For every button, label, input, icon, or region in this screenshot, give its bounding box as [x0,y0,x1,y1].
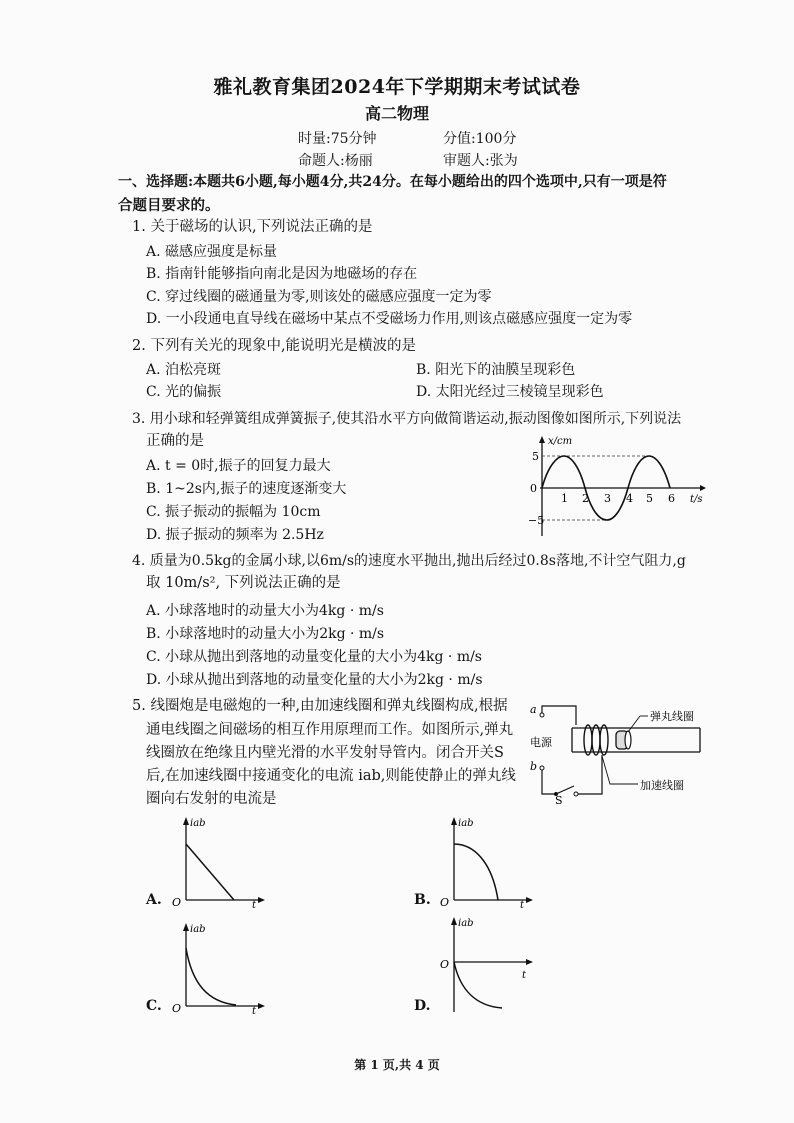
q4-option-a: A. 小球落地时的动量大小为4kg · m/s [146,603,384,619]
q5-graph-c [170,918,270,1014]
q5c-x-arrow-icon [258,1003,265,1009]
q5a-x-arrow-icon [258,897,265,903]
q5d-origin-label: O [440,958,450,971]
q3-xtick: 2 [582,492,589,505]
q5b-y-label: iab [458,818,474,829]
q4-option-d: D. 小球从抛出到落地的动量变化量的大小为2kg · m/s [146,672,483,688]
q5b-origin-label: O [440,896,450,908]
q3-y-label: x/cm [548,436,573,447]
exam-time: 时量:75分钟 [298,131,377,147]
q5c-y-arrow-icon [183,923,189,931]
q5-option-a-label: A. [146,892,162,908]
q4-stem-line-2: 取 10m/s², 下列说法正确的是 [146,575,341,591]
q4-option-c: C. 小球从抛出到落地的动量变化量的大小为4kg · m/s [146,649,482,665]
q5-stem-line-4: 后,在加速线圈中接通变化的电流 iab,则能使静止的弹丸线 [146,768,516,784]
subject-title: 高二物理 [364,104,429,123]
q3-y-arrow-icon [539,436,545,443]
exam-author: 命题人:杨丽 [298,153,373,169]
q5-stem-line-3: 线圈放在绝缘且内壁光滑的水平发射导管内。闭合开关S [146,745,504,761]
q5-label-source: 电源 [530,736,552,749]
q5d-x-arrow-icon [526,959,533,965]
q5b-y-arrow-icon [451,817,457,825]
q1-option-b: B. 指南针能够指向南北是因为地磁场的存在 [146,266,418,282]
q5d-y-label: iab [458,918,474,929]
q5-option-d-label: D. [414,998,431,1014]
q5-stem-line-1: 5. 线圈炮是电磁炮的一种,由加速线圈和弹丸线圈构成,根据 [132,698,508,714]
q3-x-arrow-icon [700,485,706,491]
q2-option-c: C. 光的偏振 [146,384,222,400]
q3-option-c: C. 振子振动的振幅为 10cm [146,504,321,520]
q5-label-a: a [530,703,537,716]
q5-wire-top [542,706,576,725]
q3-option-d: D. 振子振动的频率为 2.5Hz [146,527,324,543]
q5a-curve [186,844,234,900]
q5-accel-coil-loop [592,725,600,755]
section-1-line-1: 一、选择题:本题共6小题,每小题4分,共24分。在每小题给出的四个选项中,只有一项是符 [118,174,667,190]
q5-label-projectile-coil: 弹丸线圈 [650,710,694,723]
q1-stem: 1. 关于磁场的认识,下列说法正确的是 [132,219,373,235]
q5-leader-projectile [628,716,640,732]
exam-reviewer: 审题人:张为 [443,153,518,169]
q3-ytick-pos: 5 [532,450,539,463]
q5c-y-label: iab [190,924,206,935]
q5-terminal-b [540,766,544,770]
q5-wire-return [576,755,602,794]
q3-vibration-graph [528,432,708,542]
q5-accel-coil-loop [584,725,592,755]
q5-accel-coil-loop [600,725,608,755]
q2-option-a: A. 泊松亮斑 [146,362,222,378]
q5b-curve [454,844,498,900]
exam-title: 雅礼教育集团2024年下学期期末考试试卷 [213,76,581,98]
q1-option-d: D. 一小段通电直导线在磁场中某点不受磁场力作用,则该点磁感应强度一定为零 [146,311,633,327]
q5-stem-line-2: 通电线圈之间磁场的相互作用原理而工作。如图所示,弹丸 [146,722,514,738]
q5-graph-b [438,812,538,908]
q5b-x-arrow-icon [526,897,533,903]
q5-graph-a [170,812,270,908]
q5-option-c-label: C. [146,998,162,1014]
q5-coilgun-diagram [530,700,730,805]
q5d-x-label: t [522,970,527,981]
q5-stem-line-5: 圈向右发射的电流是 [146,791,277,807]
q2-stem: 2. 下列有关光的现象中,能说明光是横波的是 [132,338,417,354]
q5a-origin-label: O [172,896,182,908]
q3-xtick: 3 [604,492,611,505]
q5a-y-arrow-icon [183,817,189,825]
q3-stem-line-2: 正确的是 [146,433,204,449]
page-footer: 第 1 页,共 4 页 [354,1058,440,1072]
q5-projectile-coil-face [625,731,631,749]
q3-xtick: 1 [561,492,568,505]
q5a-y-label: iab [190,818,206,829]
q5-switch-blade [556,786,574,794]
q4-stem-line-1: 4. 质量为0.5kg的金属小球,以6m/s的速度水平抛出,抛出后经过0.8s落地,不计空气阻力,g [132,553,686,569]
exam-score: 分值:100分 [443,131,517,147]
q5a-x-label: t [252,900,257,908]
q5c-x-label: t [252,1006,257,1014]
q2-option-b: B. 阳光下的油膜呈现彩色 [416,362,576,378]
q5b-x-label: t [520,900,525,908]
section-1-line-2: 合题目要求的。 [118,197,220,214]
q3-ytick-neg: −5 [528,514,545,527]
q1-option-c: C. 穿过线圈的磁通量为零,则该处的磁感应强度一定为零 [146,289,492,305]
section-1-heading [118,171,698,217]
q3-stem-line-1: 3. 用小球和轻弹簧组成弹簧振子,使其沿水平方向做简谐运动,振动图像如图所示,下列说法 [132,411,682,427]
q5-label-accel-coil: 加速线圈 [640,779,684,792]
q5-leader-accel [602,756,638,784]
q2-option-d: D. 太阳光经过三棱镜呈现彩色 [416,384,604,400]
q5c-curve [186,948,236,1005]
q3-x-label: t/s [690,494,703,505]
q5-terminal-a [540,713,544,717]
q3-option-a: A. t = 0时,振子的回复力最大 [146,458,331,474]
q3-option-b: B. 1~2s内,振子的速度逐渐变大 [146,481,347,497]
q5-label-b: b [530,760,538,773]
q3-xtick: 4 [626,492,633,505]
q4-option-b: B. 小球落地时的动量大小为2kg · m/s [146,626,385,642]
q5d-curve [454,962,502,1008]
q3-xtick: 6 [668,492,675,505]
q5-wire-bottom [542,770,556,794]
q5-switch-contact [574,792,578,796]
q5-graph-d [438,912,538,1016]
q5-label-switch: S [555,794,563,805]
q3-xtick: 5 [646,492,653,505]
q3-origin-label: 0 [530,482,537,495]
q1-option-a: A. 磁感应强度是标量 [146,244,278,260]
q5c-origin-label: O [172,1002,182,1014]
q5-option-b-label: B. [414,892,431,908]
q5d-y-arrow-icon [451,917,457,925]
